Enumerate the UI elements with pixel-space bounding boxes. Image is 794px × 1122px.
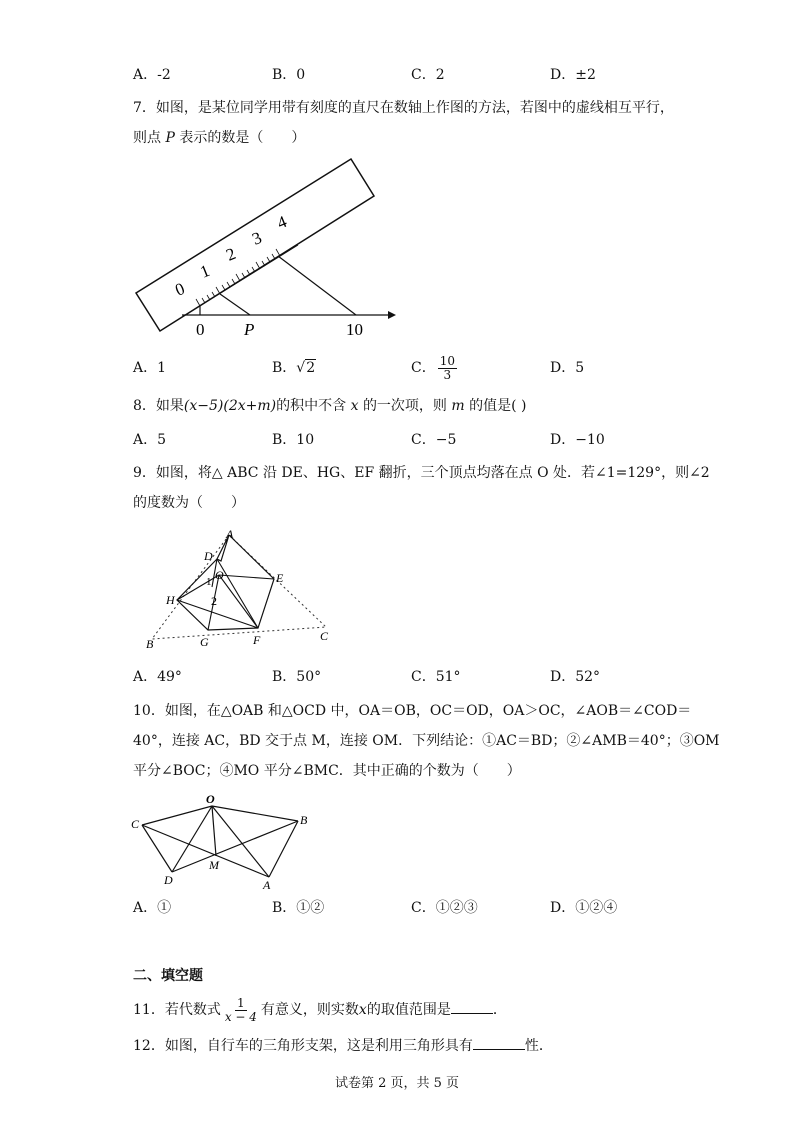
q11-stem: 11．若代数式 $\frac{1}{x - 4}$ 有意义，则实数x的取值范围是 ． (133, 995, 507, 1024)
q9-option-a: A．49° (133, 669, 182, 685)
folded-outline (177, 535, 274, 630)
section-title: 二、填空题 (133, 968, 203, 984)
label-o: O (206, 792, 215, 806)
q10-stem-line3: 平分∠BOC；④MO 平分∠BMC．其中正确的个数为（ ） (133, 763, 521, 779)
q10-figure-lines (142, 806, 298, 877)
triangle-abc-dotted (152, 535, 326, 639)
page-footer: 试卷第 2 页，共 5 页 (334, 1076, 460, 1091)
construction-line-10 (278, 256, 356, 315)
q10-option-d: D．①②④ (550, 900, 618, 916)
q11-answer-blank[interactable] (451, 999, 493, 1014)
q7-option-b: B．√2 (272, 360, 316, 376)
fold-lines-to-o (177, 559, 274, 630)
ruler-scale-line (198, 245, 298, 307)
q7-option-c: C． $\frac{10}{3}$ (411, 353, 455, 382)
q7-stem-line1: 7．如图，是某位同学用带有刻度的直尺在数轴上作图的方法，若图中的虚线相互平行， (133, 100, 674, 116)
q10-option-a: A．① (133, 900, 172, 916)
label-angle-2: 2 (211, 594, 217, 608)
q7-option-d: D．5 (550, 360, 585, 376)
ruler-label-1: 1 (197, 260, 213, 282)
q7-options (133, 351, 693, 385)
q9-stem-line1: 9．如图，将△ ABC 沿 DE、HG、EF 翻折，三个顶点均落在点 O 处．若∠1=129°，则∠2 (133, 465, 710, 481)
q6-option-b: B．0 (272, 67, 306, 83)
axis-label-10: 10 (346, 320, 363, 339)
q12-answer-blank[interactable] (473, 1035, 525, 1050)
label-o: O (215, 568, 224, 582)
label-e: E (276, 571, 284, 585)
q10-stem-line2: 40°，连接 AC，BD 交于点 M，连接 OM．下列结论：①AC＝BD；②∠AMB＝40°；③OM (133, 733, 720, 749)
q7-option-a: A．1 (133, 360, 167, 376)
label-h: H (166, 593, 175, 607)
label-c: C (131, 817, 140, 831)
ruler-label-0: 0 (172, 278, 188, 300)
label-c: C (320, 629, 329, 643)
q6-option-c: C．2 (411, 67, 445, 83)
q10-stem-line1: 10．如图，在△OAB 和△OCD 中，OA＝OB，OC＝OD，OA＞OC，∠AOB＝∠COD＝ (133, 703, 692, 719)
ruler-label-2: 2 (223, 243, 239, 265)
q8-option-b: B．10 (272, 432, 315, 448)
q10-triangle-figure (128, 790, 324, 890)
q8-option-a: A．5 (133, 432, 167, 448)
label-b: B (146, 637, 154, 651)
q12-stem: 12．如图，自行车的三角形支架，这是利用三角形具有 性． (133, 1035, 553, 1056)
q6-options (133, 64, 693, 86)
q7-stem-line2: 则点 P 表示的数是（ ） (133, 130, 306, 146)
q10-option-b: B．①② (272, 900, 325, 916)
ruler-label-4: 4 (274, 211, 290, 233)
q6-option-a: A．-2 (133, 67, 171, 83)
q8-option-d: D．−10 (550, 432, 605, 448)
ruler-label-3: 3 (249, 227, 265, 249)
q8-stem: 8．如果(x−5)(2x+m)的积中不含 x 的一次项，则 m 的值是( ) (133, 398, 527, 414)
q6-option-d: D．±2 (550, 67, 596, 83)
label-a: A (226, 527, 234, 541)
label-g: G (200, 635, 209, 649)
q9-stem-line2: 的度数为（ ） (133, 495, 245, 511)
construction-line-p (220, 294, 250, 315)
label-a: A (263, 878, 271, 890)
q8-option-c: C．−5 (411, 432, 457, 448)
q7-ruler-figure (130, 150, 400, 345)
q9-option-b: B．50° (272, 669, 322, 685)
label-d: D (204, 549, 213, 563)
q9-options (133, 666, 693, 688)
label-angle-1: 1 (206, 576, 212, 588)
number-line-arrow (388, 311, 396, 319)
label-b: B (300, 813, 308, 827)
q9-fold-figure (140, 527, 340, 657)
q9-option-d: D．52° (550, 669, 601, 685)
axis-label-0: 0 (196, 320, 205, 339)
label-d: D (164, 873, 173, 887)
q8-options (133, 429, 693, 451)
q10-options (133, 897, 693, 919)
label-m: M (209, 858, 219, 872)
q9-option-c: C．51° (411, 669, 461, 685)
axis-label-p: P (244, 320, 255, 339)
q10-option-c: C．①②③ (411, 900, 478, 916)
label-f: F (253, 633, 261, 647)
